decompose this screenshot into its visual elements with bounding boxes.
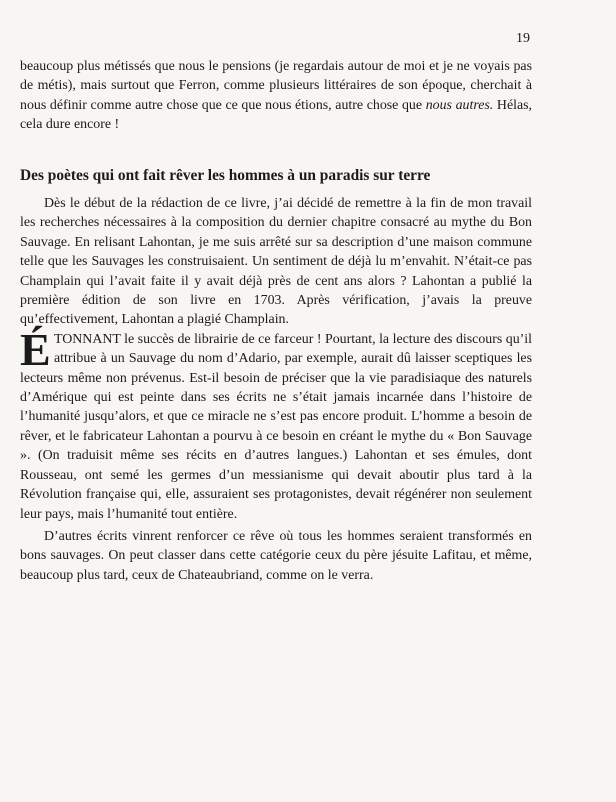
paragraph-2: Dès le début de la rédaction de ce livre, j’ai décidé de remettre à la fin de mon travail les recherches nécessaires à la composition du dernier chapitre consacré au mythe du Bon Sauvage. En relisant Lahontan, je me suis arrêté sur sa description d’une maison commune telle que les Sauvages les construisaient. Un sentiment de déjà lu m’envahit. N’était-ce pas Champlain qui l’avait faite il y avait déjà près de cent ans alors ? Lahontan a publié la première édition de son livre en 1703. Après vérification, j’avais la preuve qu’effectivement, Lahontan a plagié Champlain. [20,196,532,328]
emphasis-nous-autres: nous autres. [425,97,494,113]
paragraph-3-first-word: TONNANT [54,331,121,347]
paragraph-1-text: beaucoup plus métissés que nous le pensions (je regardais autour de moi et je ne voyais pas de métis), mais surtout que Ferron, comme plusieurs littéraires de son époque, cherchait à nous définir comme autre chose que ce que nous étions, autre chose que [20,59,532,113]
paragraph-1-end: Hélas, cela dure encore ! [20,97,533,133]
paragraph-3 [20,323,532,524]
paragraph-4: D’autres écrits vinrent renforcer ce rêve où tous les hommes seraient transformés en bons sauvages. On peut classer dans cette catégorie ceux du père jésuite Lafitau, et même, beaucoup plus tard, ceux de Chateaubriand, comme on le verra. [20,528,532,583]
section-body [20,194,532,585]
paragraph-continuation [20,57,532,135]
drop-cap: É [20,323,51,375]
page-number: 19 [516,31,530,46]
section-heading: Des poètes qui ont fait rêver les hommes à un paradis sur terre [20,167,431,184]
paragraph-3-lead [20,323,532,524]
paragraph-3-text: le succès de librairie de ce farceur ! Pourtant, la lecture des discours qu’il attribue à un Sauvage du nom d’Adario, par exemple, aurait dû laisser sceptiques les lecteurs même non prévenus. Est-il besoin de préciser que la vie paradisiaque des naturels d’Amérique qui est peinte dans ses écrits ne s’était jamais incarnée dans l’histoire de l’humanité jusqu’alors, et que ce miracle ne s’est pas encore produit. L’homme a besoin de rêver, et le fabricateur Lahontan a pourvu à ce besoin en créant le mythe du « Bon Sauvage ». (On traduisit même ses récits en d’autres langues.) Lahontan et ses émules, dont Rousseau, ont semé les germes d’un messianisme qui devait aboutir plus tard à la Révolution française qui, elle, assuraient ses protagonistes, devait régénérer non seulement leur pays, mais l’humanité tout entière. [20,331,532,522]
paragraph-1 [20,57,532,135]
